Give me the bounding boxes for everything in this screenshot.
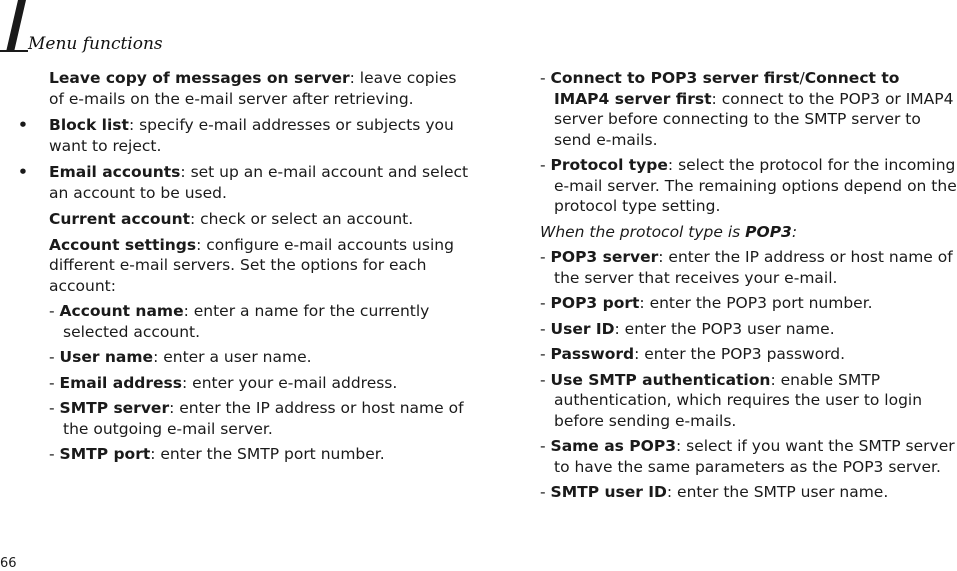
- option-desc: : enter the SMTP user name.: [666, 483, 889, 501]
- option-desc: : connect to the POP3 or IMAP4 server before connecting to the SMTP server to send e-mails.: [554, 89, 954, 149]
- protocol-condition-line: [540, 222, 957, 243]
- option-protocol-type: [540, 155, 957, 217]
- option-term: Use SMTP authentication: [550, 370, 771, 389]
- current-account-entry: [49, 209, 469, 230]
- option-term: POP3 server: [550, 248, 659, 266]
- current-account-term: Current account: [49, 210, 191, 228]
- option-term: POP3 port: [550, 294, 640, 312]
- email-accounts-term: Email accounts: [49, 163, 181, 181]
- option-term: Connect to IMAP4 server first: [554, 69, 900, 108]
- condition-colon: :: [791, 222, 798, 241]
- email-accounts-desc: : set up an e-mail account and select an account to be used.: [49, 163, 469, 202]
- account-settings-entry: [49, 235, 469, 297]
- option-desc: : enter the IP address or host name of the outgoing e-mail server.: [63, 399, 464, 438]
- option-desc: : select if you want the SMTP server to have the same parameters as the POP3 server.: [554, 437, 955, 476]
- account-settings-desc: : configure e-mail accounts using different e-mail servers. Set the options for each account:: [49, 235, 454, 295]
- option-user-name: [49, 347, 469, 368]
- option-email-address: [49, 373, 469, 394]
- option-term: Connect to POP3 server first: [550, 69, 800, 87]
- option-smtp-user-id: [540, 482, 957, 503]
- page-number: 66: [0, 556, 17, 571]
- option-dash: -: [540, 294, 551, 312]
- leave-copy-desc: : leave copies of e-mails on the e-mail server after retrieving.: [49, 69, 457, 108]
- option-password: [540, 344, 957, 365]
- block-list-desc: : specify e-mail addresses or subjects you want to reject.: [49, 116, 454, 155]
- option-dash: -: [540, 345, 551, 363]
- option-connect-first: [540, 68, 957, 150]
- current-account-desc: : check or select an account.: [190, 210, 414, 228]
- option-dash: -: [540, 437, 551, 455]
- right-column: [540, 68, 957, 508]
- option-term: Email address: [59, 373, 183, 392]
- option-pop3-port: [540, 293, 957, 314]
- option-dash: -: [540, 319, 551, 338]
- option-desc: : enter the POP3 password.: [634, 345, 846, 363]
- left-column: [49, 68, 469, 470]
- option-term: Account name: [59, 302, 184, 320]
- option-dash: -: [49, 348, 60, 366]
- option-desc: : enter your e-mail address.: [182, 373, 398, 392]
- option-same-as-pop3: [540, 436, 957, 477]
- option-dash: -: [540, 248, 551, 266]
- option-term: User ID: [550, 319, 615, 338]
- account-settings-term: Account settings: [49, 235, 197, 254]
- option-term: Password: [550, 345, 635, 363]
- option-dash: -: [540, 69, 551, 87]
- option-smtp-authentication: [540, 370, 957, 432]
- option-term: Protocol type: [550, 156, 668, 174]
- block-list-entry: [49, 115, 469, 156]
- option-term: SMTP server: [59, 399, 170, 417]
- option-smtp-port: [49, 444, 469, 465]
- option-term: User name: [59, 348, 154, 366]
- option-dash: -: [49, 373, 60, 392]
- option-desc: : enter the IP address or host name of the server that receives your e-mail.: [554, 248, 953, 287]
- email-accounts-entry: [49, 162, 469, 203]
- option-pop3-server: [540, 247, 957, 288]
- option-user-id: [540, 319, 957, 340]
- option-term: Same as POP3: [550, 437, 676, 455]
- option-dash: -: [49, 399, 60, 417]
- option-desc: : enter the SMTP port number.: [150, 445, 385, 463]
- option-dash: -: [540, 370, 551, 389]
- option-desc: : enter a user name.: [153, 348, 312, 366]
- block-list-term: Block list: [49, 116, 129, 134]
- option-term: SMTP port: [59, 445, 151, 463]
- condition-term: POP3: [745, 222, 792, 241]
- option-desc: : select the protocol for the incoming e-mail server. The remaining options depend on the protocol type setting.: [554, 156, 957, 215]
- leave-copy-entry: [49, 68, 469, 109]
- option-dash: -: [49, 445, 60, 463]
- option-desc: : enter a name for the currently selected account.: [63, 302, 430, 341]
- option-term: SMTP user ID: [550, 483, 667, 501]
- option-desc: : enable SMTP authentication, which requires the user to login before sending e-mails.: [554, 370, 923, 430]
- condition-text: When the protocol type is: [540, 222, 746, 241]
- option-desc: : enter the POP3 user name.: [614, 319, 835, 338]
- option-account-name: [49, 301, 469, 342]
- option-smtp-server: [49, 398, 469, 439]
- option-dash: -: [49, 302, 60, 320]
- option-dash: -: [540, 156, 551, 174]
- header-accent-bar: [0, 0, 28, 52]
- option-slash: /: [799, 69, 805, 87]
- option-dash: -: [540, 483, 551, 501]
- option-desc: : enter the POP3 port number.: [639, 294, 873, 312]
- page-header-title: Menu functions: [28, 34, 163, 54]
- leave-copy-term: Leave copy of messages on server: [49, 69, 350, 87]
